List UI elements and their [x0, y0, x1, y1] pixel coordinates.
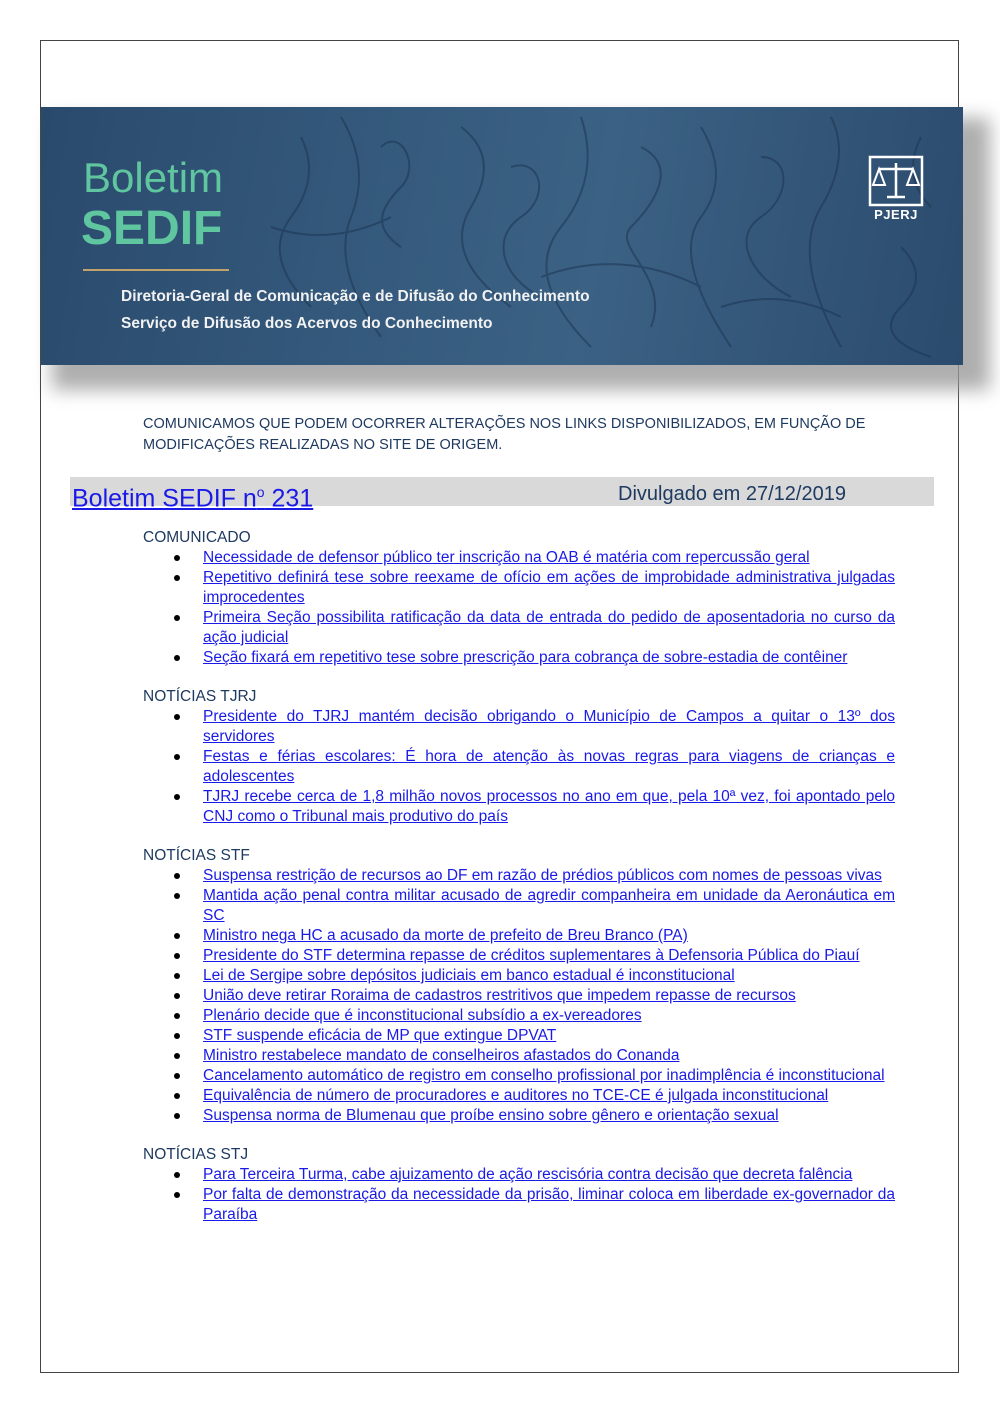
- list-item: [143, 1165, 895, 1185]
- news-link[interactable]: Lei de Sergipe sobre depósitos judiciais em banco estadual é inconstitucional: [203, 967, 735, 984]
- news-link[interactable]: Por falta de demonstração da necessidade da prisão, liminar coloca em liberdade ex-governador da Paraíba: [203, 1186, 895, 1223]
- news-link[interactable]: Para Terceira Turma, cabe ajuizamento de ação rescisória contra decisão que decreta falência: [203, 1166, 853, 1183]
- list-item: [143, 707, 895, 747]
- banner-title-line2: SEDIF: [81, 202, 223, 255]
- pjerj-logo: [867, 155, 925, 225]
- banner-title-line1: Boletim: [83, 154, 224, 201]
- news-content: [143, 528, 895, 1244]
- news-link[interactable]: Festas e férias escolares: É hora de atenção às novas regras para viagens de crianças e adolescentes: [203, 748, 895, 785]
- banner-subtitle-line1: Diretoria-Geral de Comunicação e de Difusão do Conhecimento: [121, 288, 590, 305]
- list-item: [143, 986, 895, 1006]
- news-list: [143, 1165, 895, 1225]
- list-item: [143, 1066, 895, 1086]
- news-link[interactable]: União deve retirar Roraima de cadastros restritivos que impedem repasse de recursos: [203, 987, 796, 1004]
- section-not-cias-stf: [143, 846, 895, 1126]
- section-comunicado: [143, 528, 895, 668]
- news-link[interactable]: Equivalência de número de procuradores e auditores no TCE-CE é julgada inconstitucional: [203, 1087, 829, 1104]
- links-notice: COMUNICAMOS QUE PODEM OCORRER ALTERAÇÕES NOS LINKS DISPONIBILIZADOS, EM FUNÇÃO DE MODIFICAÇÕES REALIZADAS NO SITE DE ORIGEM.: [143, 416, 866, 453]
- list-item: [143, 787, 895, 827]
- section-title: COMUNICADO: [143, 529, 251, 546]
- news-link[interactable]: Presidente do STF determina repasse de créditos suplementares à Defensoria Pública do Piauí: [203, 947, 860, 964]
- news-link[interactable]: STF suspende eficácia de MP que extingue DPVAT: [203, 1027, 557, 1044]
- news-link[interactable]: Repetitivo definirá tese sobre reexame de ofício em ações de improbidade administrativa julgadas improcedentes: [203, 569, 895, 606]
- section-not-cias-stj: [143, 1145, 895, 1225]
- news-list: [143, 707, 895, 827]
- list-item: [143, 1026, 895, 1046]
- list-item: [143, 608, 895, 648]
- news-link[interactable]: TJRJ recebe cerca de 1,8 milhão novos processos no ano em que, pela 10ª vez, foi apontado pelo CNJ como o Tribunal mais produtivo do país: [203, 788, 895, 825]
- list-item: [143, 946, 895, 966]
- news-link[interactable]: Necessidade de defensor público ter inscrição na OAB é matéria com repercussão geral: [203, 549, 810, 566]
- news-link[interactable]: Primeira Seção possibilita ratificação da data de entrada do pedido de aposentadoria no curso da ação judicial: [203, 609, 895, 646]
- logo-text: PJERJ: [874, 207, 918, 222]
- list-item: [143, 886, 895, 926]
- news-link[interactable]: Ministro restabelece mandato de conselheiros afastados do Conanda: [203, 1047, 680, 1064]
- bulletin-header: [70, 477, 934, 513]
- list-item: [143, 747, 895, 787]
- scales-of-justice-icon: [867, 155, 925, 207]
- banner: [41, 107, 963, 365]
- list-item: [143, 926, 895, 946]
- list-item: [143, 1086, 895, 1106]
- news-link[interactable]: Ministro nega HC a acusado da morte de prefeito de Breu Branco (PA): [203, 927, 688, 944]
- news-link[interactable]: Cancelamento automático de registro em conselho profissional por inadimplência é inconstitucional: [203, 1067, 885, 1084]
- section-title: NOTÍCIAS STF: [143, 847, 250, 864]
- banner-divider: [83, 269, 229, 271]
- news-list: [143, 866, 895, 1126]
- list-item: [143, 568, 895, 608]
- list-item: [143, 966, 895, 986]
- list-item: [143, 648, 895, 668]
- publication-date: Divulgado em 27/12/2019: [618, 483, 846, 505]
- news-link[interactable]: Plenário decide que é inconstitucional subsídio a ex-vereadores: [203, 1007, 642, 1024]
- list-item: [143, 1006, 895, 1026]
- section-title: NOTÍCIAS STJ: [143, 1146, 249, 1163]
- list-item: [143, 1106, 895, 1126]
- list-item: [143, 866, 895, 886]
- news-link[interactable]: Suspensa restrição de recursos ao DF em razão de prédios públicos com nomes de pessoas vivas: [203, 867, 882, 884]
- news-link[interactable]: Suspensa norma de Blumenau que proíbe ensino sobre gênero e orientação sexual: [203, 1107, 779, 1124]
- news-link[interactable]: Mantida ação penal contra militar acusado de agredir companheira em unidade da Aeronáutica em SC: [203, 887, 895, 924]
- list-item: [143, 1046, 895, 1066]
- list-item: [143, 1185, 895, 1225]
- banner-subtitle-line2: Serviço de Difusão dos Acervos do Conhecimento: [121, 315, 493, 332]
- list-item: [143, 548, 895, 568]
- section-not-cias-tjrj: [143, 687, 895, 827]
- bulletin-title[interactable]: Boletim SEDIF $n^o$ 231: [72, 484, 314, 513]
- news-link[interactable]: Presidente do TJRJ mantém decisão obrigando o Município de Campos a quitar o 13º dos servidores: [203, 708, 895, 745]
- section-title: NOTÍCIAS TJRJ: [143, 688, 257, 705]
- news-link[interactable]: Seção fixará em repetitivo tese sobre prescrição para cobrança de sobre-estadia de contêiner: [203, 649, 848, 666]
- news-list: [143, 548, 895, 668]
